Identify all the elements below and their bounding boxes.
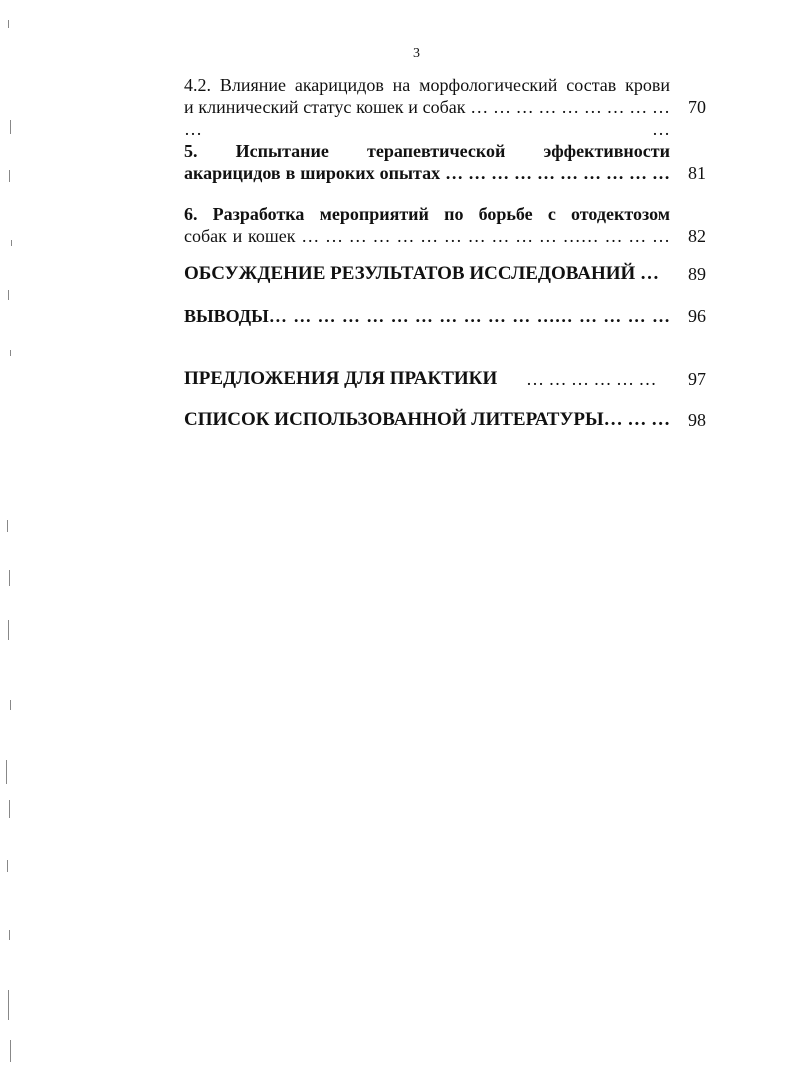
toc-entry-line: СПИСОК ИСПОЛЬЗОВАННОЙ ЛИТЕРАТУРЫ… … … bbox=[184, 409, 671, 430]
toc-page-number: 82 bbox=[688, 226, 706, 246]
toc-page-number: 89 bbox=[688, 264, 706, 284]
toc-page-number: 70 bbox=[688, 97, 706, 117]
toc-entry-line: ВЫВОДЫ… … … … … … … … … … … …… … … … … bbox=[184, 306, 670, 326]
toc-page-number: 98 bbox=[688, 410, 706, 430]
toc-entry-references bbox=[184, 409, 706, 433]
toc-entry-line: ОБСУЖДЕНИЕ РЕЗУЛЬТАТОВ ИССЛЕДОВАНИЙ … bbox=[184, 263, 660, 284]
toc-entry-discussion bbox=[184, 263, 706, 287]
toc-entry-4-2 bbox=[184, 74, 706, 144]
toc-page-number: 96 bbox=[688, 306, 706, 326]
toc-leader-dots: … … … … … … bbox=[526, 369, 657, 389]
toc-page-number: 81 bbox=[688, 163, 706, 183]
toc-entry-line: … … bbox=[184, 119, 670, 139]
toc-entry-line: акарицидов в широких опытах … … … … … … … … … … bbox=[184, 163, 670, 183]
toc-entry-conclusions bbox=[184, 305, 706, 329]
toc-entry-line: собак и кошек … … … … … … … … … … … …… … … … bbox=[184, 226, 670, 246]
toc-entry-line: 6. Разработка мероприятий по борьбе с отодектозом bbox=[184, 204, 670, 224]
toc-entry-line: 4.2. Влияние акарицидов на морфологический состав крови bbox=[184, 75, 670, 95]
toc-entry-line: 5. Испытание терапевтической эффективности bbox=[184, 141, 670, 161]
toc-entry-6 bbox=[184, 203, 706, 247]
toc-entry-line: и клинический статус кошек и собак … … … … … … … … … bbox=[184, 97, 670, 117]
toc-entry-line: ПРЕДЛОЖЕНИЯ ДЛЯ ПРАКТИКИ bbox=[184, 368, 498, 389]
toc-entry-5 bbox=[184, 140, 706, 184]
scan-margin-noise bbox=[0, 0, 20, 1089]
toc-page-number: 97 bbox=[688, 369, 706, 389]
toc-entry-proposals bbox=[184, 368, 706, 392]
page-number: 3 bbox=[413, 46, 420, 61]
